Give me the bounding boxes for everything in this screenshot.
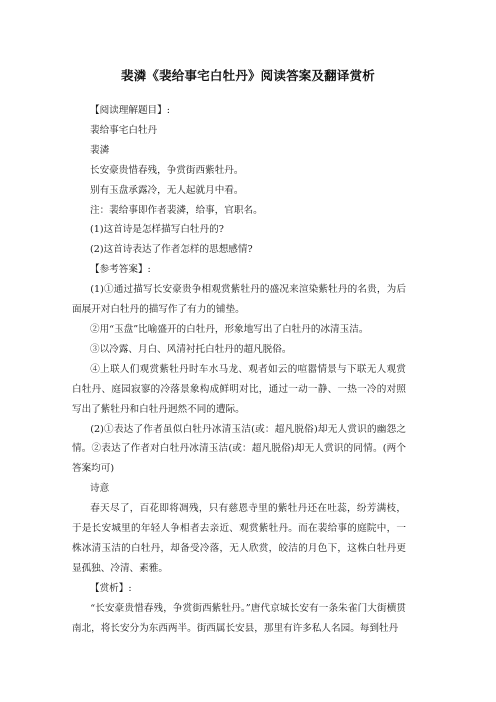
document-title: 裴潾《裴给事宅白牡丹》阅读答案及翻译赏析: [120, 68, 375, 83]
reading-heading: 【阅读理解题目】:: [90, 105, 170, 116]
analysis-paragraph: “长安豪贵惜春残，争赏街西紫牡丹。”唐代京城长安有一条朱雀门大街横贯南北，将长安分为东西两半。街西属长安县，那里有许多私人名园。每到牡丹: [72, 602, 406, 634]
answer-paragraph: ③以冷露、月白、风清衬托白牡丹的超凡脱俗。: [90, 343, 292, 355]
answer-paragraph: (2)①表达了作者虽似白牡丹冰清玉洁(或：超凡脱俗)却无人赏识的幽怨之情。②表达了作者对白牡丹冰清玉洁(或：超凡脱俗)却无人赏识的同情。(两个答案均可): [72, 423, 406, 475]
poem-note: 注：裴给事即作者裴潾，给事，官职名。: [90, 204, 263, 216]
meaning-paragraph: 春天尽了，百花即将凋残，只有慈恩寺里的紫牡丹还在吐蕊，纷芳满枝，于是长安城里的年轻人争相者去亲近、观赏紫牡丹。而在裴给事的庭院中，一株冰清玉洁的白牡丹，却备受冷落，无人欣赏，皎洁的月色下，这株白牡丹更显孤独、冷清、素雅。: [72, 503, 406, 574]
answer-paragraph: ④上联人们观赏紫牡丹时车水马龙、观者如云的喧嚣情景与下联无人观赏白牡丹、庭园寂寥的冷落景象构成鲜明对比，通过一动一静、一热一冷的对照写出了紫牡丹和白牡丹迥然不同的遭际。: [72, 363, 406, 415]
question-2: (2)这首诗表达了作者怎样的思想感情?: [90, 244, 253, 256]
document-body: [72, 101, 406, 638]
poem-line: 长安豪贵惜春残，争赏街西紫牡丹。: [90, 164, 244, 176]
answer-paragraph: ②用“玉盘”比喻盛开的白牡丹，形象地写出了白牡丹的冰清玉洁。: [90, 323, 369, 335]
meaning-heading: 诗意: [90, 483, 110, 495]
poem-title: 裴给事宅白牡丹: [90, 124, 158, 136]
answer-paragraph: (1)①通过描写长安豪贵争相观赏紫牡丹的盛况来渲染紫牡丹的名贵，为后面展开对白牡丹的描写作了有力的铺垫。: [72, 284, 406, 316]
answer-heading: 【参考答案】:: [90, 264, 151, 276]
analysis-heading: 【赏析】:: [90, 582, 132, 594]
question-1: (1)这首诗是怎样描写白牡丹的?: [90, 224, 224, 236]
poem-line: 别有玉盘承露冷，无人起就月中看。: [90, 184, 244, 196]
poem-author: 裴潾: [90, 144, 110, 156]
